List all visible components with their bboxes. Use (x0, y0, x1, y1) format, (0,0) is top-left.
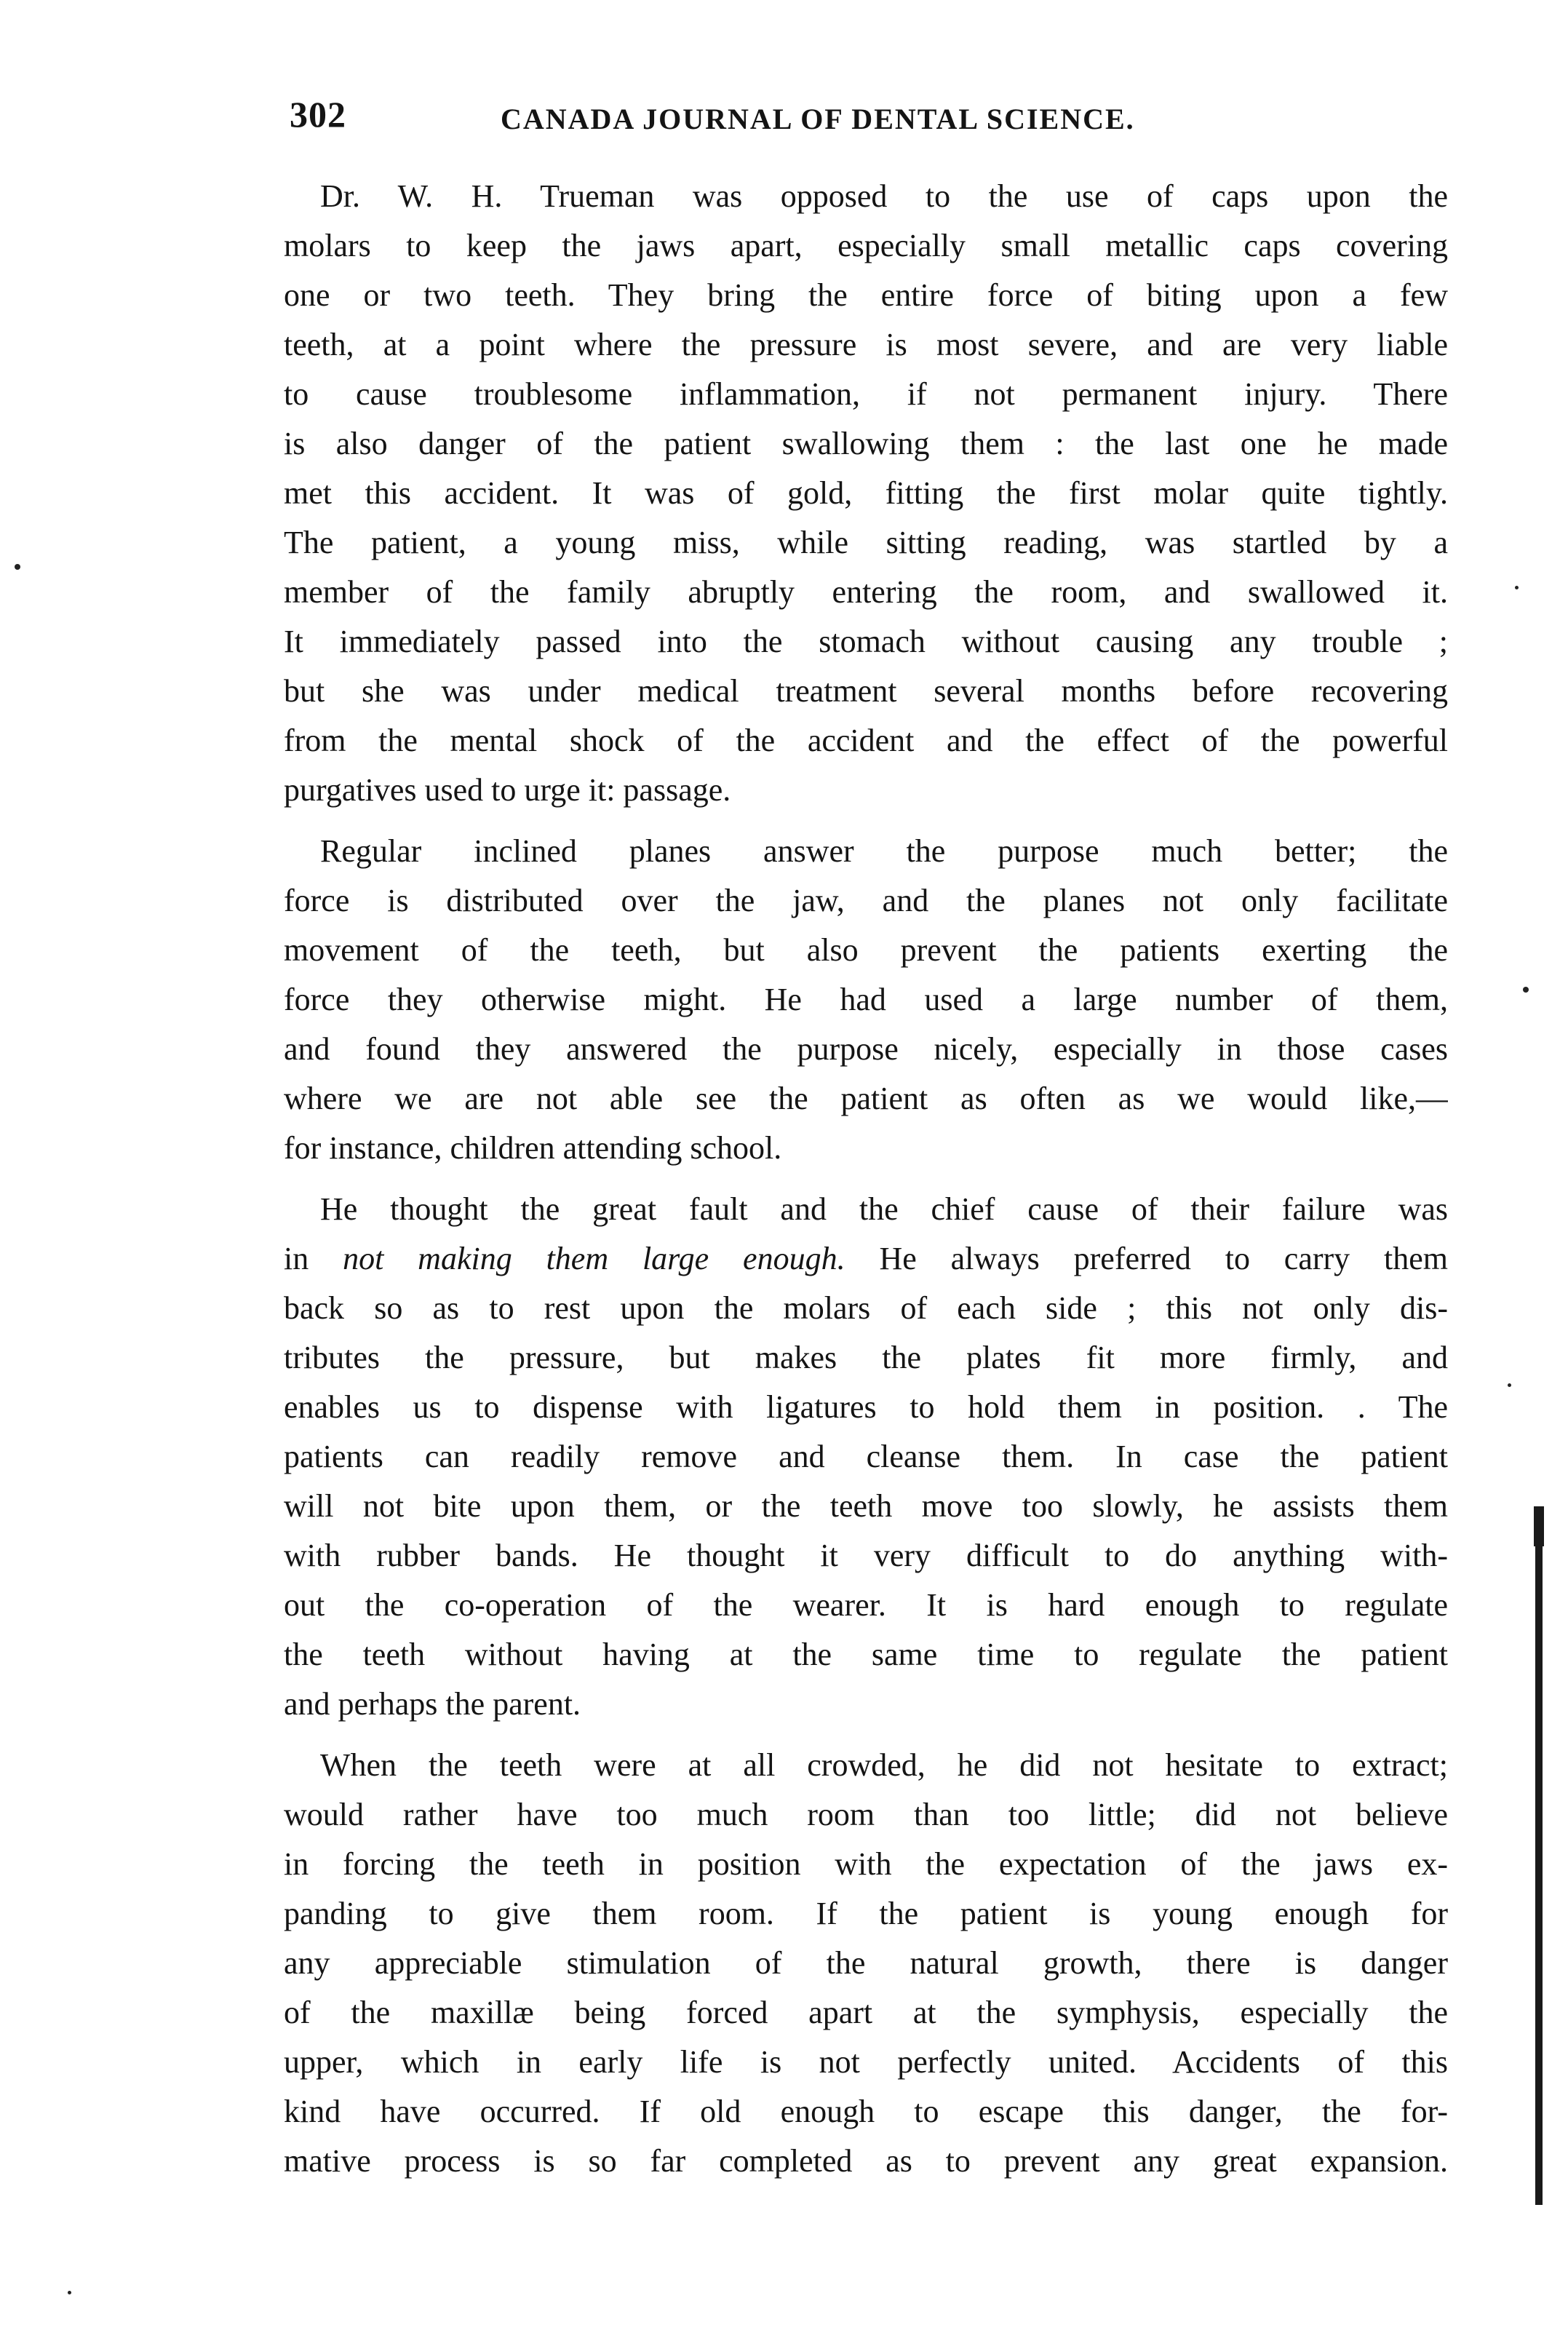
text-line: mative process is so far completed as to prevent any great expansion. (284, 2143, 1448, 2179)
text-line: and found they answered the purpose nicely, especially in those cases (284, 1031, 1448, 1067)
text-line: patients can readily remove and cleanse them. In case the patient (284, 1439, 1448, 1474)
text-line: of the maxillæ being forced apart at the symphysis, especially the (284, 1995, 1448, 2030)
text-line: molars to keep the jaws apart, especially small metallic caps covering (284, 228, 1448, 263)
text-line: enables us to dispense with ligatures to hold them in position. . The (284, 1389, 1448, 1425)
text-line: member of the family abruptly entering the room, and swallowed it. (284, 574, 1448, 610)
text-fragment: He always preferred to carry them (845, 1241, 1448, 1276)
scan-speck (1523, 987, 1529, 993)
text-line: force is distributed over the jaw, and the planes not only facilitate (284, 883, 1448, 918)
text-line: to cause troublesome inflammation, if not permanent injury. There (284, 376, 1448, 412)
running-head (290, 93, 1454, 144)
text-line: any appreciable stimulation of the natural growth, there is danger (284, 1945, 1448, 1981)
paragraph-trueman-caps (284, 172, 1448, 815)
text-line: Regular inclined planes answer the purpose much better; the (320, 833, 1448, 869)
text-line: from the mental shock of the accident and the effect of the powerful (284, 723, 1448, 758)
text-line: When the teeth were at all crowded, he did not hesitate to extract; (320, 1747, 1448, 1783)
body-text (284, 172, 1448, 2198)
text-line: Dr. W. H. Trueman was opposed to the use of caps upon the (320, 178, 1448, 214)
text-line: upper, which in early life is not perfectly united. Accidents of this (284, 2044, 1448, 2080)
scan-edge-bar (1535, 1506, 1543, 2205)
scan-speck (1508, 1383, 1511, 1387)
paragraph-inclined-planes (284, 827, 1448, 1173)
scan-edge-notch (1534, 1506, 1544, 1546)
text-line-with-italic (284, 1234, 1448, 1284)
text-line: the teeth without having at the same time to regulate the patient (284, 1637, 1448, 1672)
text-line: The patient, a young miss, while sitting reading, was startled by a (284, 525, 1448, 560)
text-line: movement of the teeth, but also prevent the patients exerting the (284, 932, 1448, 968)
text-line: It immediately passed into the stomach without causing any trouble ; (284, 624, 1448, 659)
text-line: but she was under medical treatment several months before recovering (284, 673, 1448, 709)
paragraph-extraction (284, 1741, 1448, 2186)
text-line: is also danger of the patient swallowing them : the last one he made (284, 426, 1448, 461)
text-line: force they otherwise might. He had used a large number of them, (284, 982, 1448, 1017)
paragraph-great-fault (284, 1185, 1448, 1729)
text-line: in forcing the teeth in position with the expectation of the jaws ex- (284, 1846, 1448, 1882)
text-line: teeth, at a point where the pressure is most severe, and are very liable (284, 327, 1448, 362)
scan-speck (68, 2291, 71, 2294)
text-line: where we are not able see the patient as often as we would like,— (284, 1081, 1448, 1116)
page-number: 302 (290, 94, 346, 135)
text-line: out the co-operation of the wearer. It is hard enough to regulate (284, 1587, 1448, 1623)
journal-title: CANADA JOURNAL OF DENTAL SCIENCE. (501, 103, 1135, 135)
scan-speck (1515, 586, 1519, 589)
text-line: will not bite upon them, or the teeth move too slowly, he assists them (284, 1488, 1448, 1524)
text-line: tributes the pressure, but makes the plates fit more firmly, and (284, 1340, 1448, 1375)
scan-speck (15, 564, 20, 570)
text-line: with rubber bands. He thought it very difficult to do anything with- (284, 1538, 1448, 1573)
text-line: met this accident. It was of gold, fitting the first molar quite tightly. (284, 475, 1448, 511)
text-fragment: in (284, 1241, 343, 1276)
text-line: for instance, children attending school. (284, 1130, 782, 1166)
text-line: He thought the great fault and the chief cause of their failure was (320, 1191, 1448, 1227)
text-line: would rather have too much room than too little; did not believe (284, 1797, 1448, 1832)
text-line: back so as to rest upon the molars of each side ; this not only dis- (284, 1290, 1448, 1326)
text-line: kind have occurred. If old enough to escape this danger, the for- (284, 2094, 1448, 2129)
text-line: panding to give them room. If the patient is young enough for (284, 1896, 1448, 1931)
text-line: one or two teeth. They bring the entire force of biting upon a few (284, 277, 1448, 313)
text-line: purgatives used to urge it: passage. (284, 772, 731, 808)
text-line: and perhaps the parent. (284, 1686, 581, 1722)
italic-emphasis: not making them large enough. (343, 1241, 845, 1276)
